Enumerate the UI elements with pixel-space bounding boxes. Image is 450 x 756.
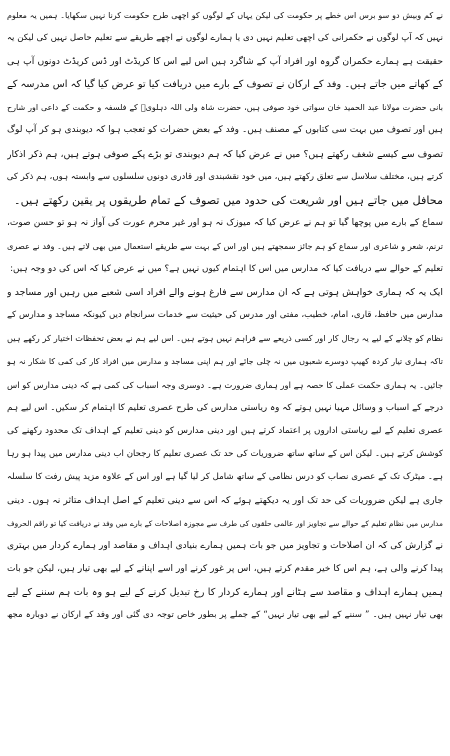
text-line: جائیں۔ یہ ہماری حکمت عملی کا حصہ ہے اور ہماری ضرورت ہے۔ دوسری وجہ اسباب کی کمی ہے کہ دینی مدارس کو اس (7, 379, 443, 390)
text-line: ترنم، شعر و شاعری اور سماع کو ہم جائز سمجھتے ہیں اور اس کے بہت سے طریقے استعمال میں بھی لاتے ہیں۔ وفد نے عصری (7, 240, 443, 251)
text-line: نہیں کہ آپ لوگوں نے حکمرانی کی اچھی تعلیم نہیں دی یا ہمارے لوگوں نے اچھے طریقے سے تعلیم حاصل نہیں کی لیکن یہ (7, 33, 443, 44)
text-line: محافل میں جاتے ہیں اور شریعت کی حدود میں تصوف کے تمام طریقوں پر یقین رکھتے ہیں۔ (14, 193, 443, 207)
text-line: بھی تیار نہیں ہیں۔ ” سننے کے لیے بھی تیار نہیں“ کے جملے پر بطور خاص توجہ دی گئی اور وفد کے ارکان نے دوبارہ مجھ (7, 610, 443, 621)
text-line: جاری ہے لیکن ضروریات کی حد تک اور یہ دیکھتے ہوئے کہ اس سے دینی تعلیم کے اصل اہداف متاثر نہ ہوں۔ دینی (7, 494, 443, 506)
text-line: نے گزارش کی کہ ان اصلاحات و تجاویز میں جو بات ہمیں ہمارے بنیادی اہداف و مقاصد اور ہمارے کردار میں بہتری (7, 541, 443, 552)
text-line: کرتے ہیں، مختلف سلاسل سے تعلق رکھتے ہیں، میں خود نقشبندی اور قادری دونوں سلسلوں سے وابستہ ہوں، ہم ذکر کی (7, 171, 443, 182)
text-line: مدارس میں نظام تعلیم کے حوالے سے تجاویز اور عالمی حلقوں کی طرف سے مجوزہ اصلاحات کے بارے میں وفد نے دریافت کیا تو راقم الحروف (7, 519, 443, 529)
text-line: سماع کے بارے میں پوچھا گیا تو ہم نے عرض کیا کہ میوزک نہ ہو اور غیر محرم عورت کی آواز نہ ہو تو حسن صوت، (7, 217, 443, 228)
text-line: نظام کو چلانے کے لیے یہ رجال کار اور کسی ذریعے سے فراہم نہیں ہوتے ہیں۔ اس لیے ہم نے بعض تحفظات اختیار کر رکھے ہیں (7, 333, 443, 344)
text-line: ہے۔ میٹرک تک کے عصری نصاب کو درس نظامی کے ساتھ شامل کر لیا گیا ہے اور اس کے علاوہ مزید پیش رفت کا سلسلہ (7, 471, 443, 482)
text-line: مدارس میں حافظ، قاری، امام، خطیب، مفتی اور مدرس کی حیثیت سے خدمات سرانجام دیں کیونکہ مساجد و مدارس کے (7, 310, 443, 321)
text-line: نے کم وبیش دو سو برس اس خطے پر حکومت کی لیکن یہاں کے لوگوں کو اچھی طرح حکومت کرنا نہیں سکھایا۔ ہمیں یہ معلوم (7, 11, 443, 20)
text-line: کوشش کرتے ہیں۔ لیکن اس کے ساتھ ساتھ ضروریات کی حد تک عصری تعلیم کا رجحان اب دینی مدارس میں پیدا ہو رہا (7, 448, 443, 459)
text-line: ہمیں ہمارے اہداف و مقاصد سے ہٹانے اور ہمارے کردار کا رخ تبدیل کرنے کے لیے ہو وہ بات ہم سننے کے لیے (7, 587, 443, 599)
paragraph-3 (7, 281, 443, 627)
text-line: پیدا کرنے والی ہے، ہم اس کا خیر مقدم کرتے ہیں، اس پر غور کرنے اور اسے اپنانے کے لیے بھی تیار ہیں، لیکن جو بات (7, 564, 443, 575)
text-line: حقیقت ہے ہمارے حکمران گروہ اور افراد آپ کے شاگرد ہیں اس لیے اس کا کریڈٹ اور ڈس کریڈٹ دونوں آپ ہی (7, 56, 443, 68)
text-line: کے کھاتے میں جاتے ہیں۔ وفد کے ارکان نے تصوف کے بارے میں دریافت کیا تو عرض کیا گیا کہ اس مدرسہ کے (7, 79, 443, 91)
text-line: عصری تعلیم کے لیے ریاستی اداروں پر اعتماد کرتے ہیں اور دینی مدارس کو دینی تعلیم کے اہداف تک محدود رکھنے کی (7, 425, 443, 436)
text-line: بانی حضرت مولانا عبد الحمید خان سواتی خود صوفی ہیں، حضرت شاہ ولی اللہ دہلویؒ کے فلسفہ و حکمت کے داعی اور شارح (7, 103, 443, 113)
text-line: تصوف سے کیسے شغف رکھتے ہیں؟ میں نے عرض کیا کہ ہم دیوبندی تو بڑے پکے صوفی ہوتے ہیں، ہم ذکر اذکار (7, 148, 443, 160)
text-line: درجے کے اسباب و وسائل مہیا نہیں ہوتے کہ وہ ریاستی مدارس کی طرح عصری تعلیم کا اہتمام کر سکیں۔ اس لیے ہم (7, 402, 443, 413)
text-line: ہیں اور تصوف میں بہت سی کتابوں کے مصنف ہیں۔ وفد کے بعض حضرات کو تعجب ہوا کہ دیوبندی ہو کر آپ لوگ (7, 125, 443, 136)
paragraph-1 (7, 4, 443, 212)
text-line: تعلیم کے حوالے سے دریافت کیا کہ مدارس میں اس کا اہتمام کیوں نہیں ہے؟ میں نے عرض کیا کہ اس کی دو وجہ ہیں: (10, 264, 443, 275)
paragraph-2 (7, 212, 443, 281)
text-line: ایک یہ کہ ہماری خواہش ہوتی ہے کہ ان مدارس سے فارغ ہونے والے افراد اسی شعبے میں رہیں اور مساجد و (7, 287, 443, 299)
text-line: تاکہ ہماری تیار کردہ کھیپ دوسرے شعبوں میں نہ چلی جائے اور ہم اپنی مساجد و مدارس میں افراد کار کی کمی کا شکار نہ ہو (7, 357, 443, 367)
